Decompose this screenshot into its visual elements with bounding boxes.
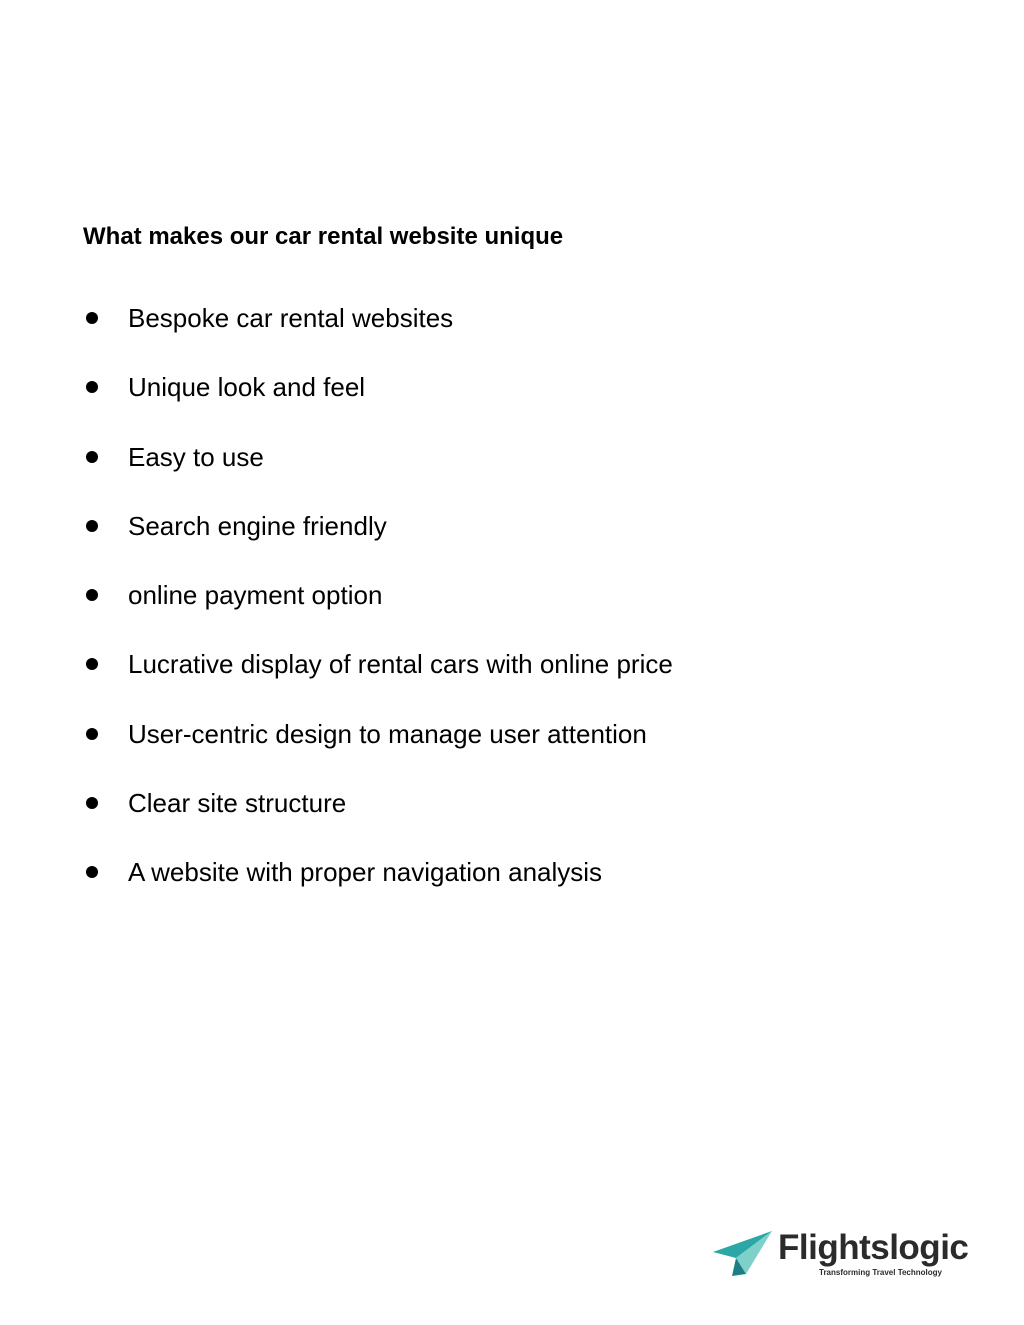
bullet-icon <box>86 728 98 740</box>
list-item <box>83 786 943 855</box>
bullet-icon <box>86 589 98 601</box>
list-item <box>83 301 943 370</box>
list-item-text: User-centric design to manage user attention <box>128 718 647 749</box>
bullet-icon <box>86 658 98 670</box>
list-item <box>83 509 943 578</box>
logo-tagline: Transforming Travel Technology <box>819 1268 942 1277</box>
brand-logo <box>712 1228 969 1280</box>
bullet-icon <box>86 866 98 878</box>
bullet-icon <box>86 312 98 324</box>
list-item <box>83 440 943 509</box>
bullet-icon <box>86 381 98 393</box>
list-item-text: Easy to use <box>128 441 264 472</box>
list-item-text: Unique look and feel <box>128 372 366 403</box>
paper-plane-icon <box>712 1228 776 1280</box>
list-item <box>83 717 943 786</box>
list-item-text: Bespoke car rental websites <box>128 303 454 333</box>
list-item-text: online payment option <box>128 580 383 611</box>
list-item <box>83 578 943 647</box>
page-heading: What makes our car rental website unique <box>83 223 564 250</box>
list-item <box>83 647 943 716</box>
list-item-text: A website with proper navigation analysis <box>128 857 603 888</box>
feature-list <box>83 301 943 925</box>
list-item-text: Lucrative display of rental cars with online price <box>128 649 673 680</box>
list-item-text: Clear site structure <box>128 788 347 819</box>
bullet-icon <box>86 520 98 532</box>
list-item <box>83 855 943 924</box>
list-item <box>83 370 943 439</box>
bullet-icon <box>86 797 98 809</box>
bullet-icon <box>86 451 98 463</box>
logo-name: Flightslogic <box>778 1228 969 1267</box>
list-item-text: Search engine friendly <box>128 510 387 541</box>
